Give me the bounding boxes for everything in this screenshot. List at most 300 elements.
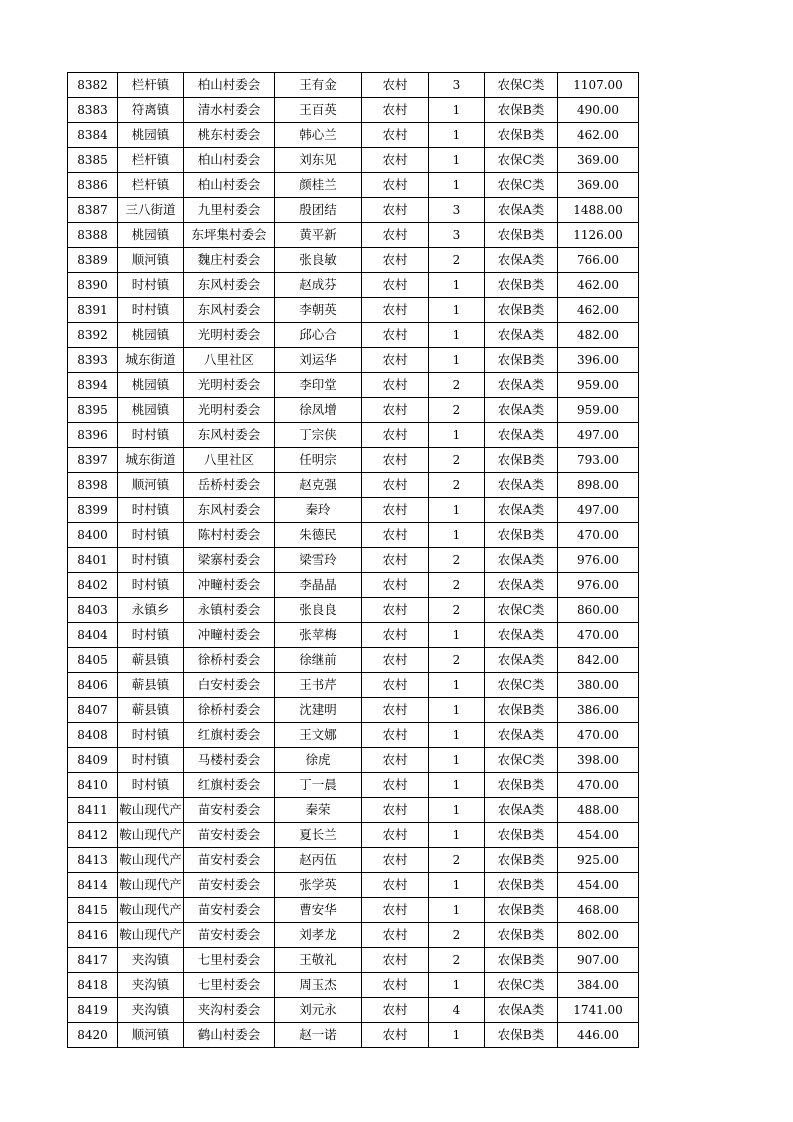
insurance-category-cell: 农保C类 [485,673,558,698]
household-type-cell: 农村 [362,348,429,373]
table-row [68,923,639,948]
amount-cell: 793.00 [558,448,639,473]
household-type-cell: 农村 [362,723,429,748]
record-id-cell: 8412 [68,823,118,848]
member-count-cell: 1 [429,1023,485,1048]
insurance-category-cell: 农保A类 [485,198,558,223]
member-count-cell: 1 [429,148,485,173]
household-type-cell: 农村 [362,623,429,648]
record-id-cell: 8392 [68,323,118,348]
town-cell: 时村镇 [118,548,184,573]
insurance-category-cell: 农保A类 [485,423,558,448]
village-cell: 岳桥村委会 [184,473,275,498]
amount-cell: 398.00 [558,748,639,773]
insurance-category-cell: 农保C类 [485,73,558,98]
village-cell: 七里村委会 [184,948,275,973]
record-id-cell: 8406 [68,673,118,698]
amount-cell: 380.00 [558,673,639,698]
table-row [68,348,639,373]
table-row [68,398,639,423]
person-name-cell: 张良敏 [275,248,362,273]
person-name-cell: 王敬礼 [275,948,362,973]
record-id-cell: 8383 [68,98,118,123]
member-count-cell: 2 [429,648,485,673]
table-row [68,723,639,748]
household-type-cell: 农村 [362,73,429,98]
town-cell: 时村镇 [118,498,184,523]
record-id-cell: 8420 [68,1023,118,1048]
household-type-cell: 农村 [362,548,429,573]
amount-cell: 802.00 [558,923,639,948]
amount-cell: 470.00 [558,623,639,648]
town-cell: 夹沟镇 [118,998,184,1023]
household-type-cell: 农村 [362,523,429,548]
household-type-cell: 农村 [362,673,429,698]
insurance-category-cell: 农保B类 [485,523,558,548]
town-cell: 永镇乡 [118,598,184,623]
insurance-category-cell: 农保B类 [485,698,558,723]
table-row [68,648,639,673]
household-type-cell: 农村 [362,223,429,248]
table-row [68,673,639,698]
insurance-category-cell: 农保C类 [485,748,558,773]
record-id-cell: 8396 [68,423,118,448]
insurance-category-cell: 农保A类 [485,323,558,348]
insurance-category-cell: 农保B类 [485,1023,558,1048]
person-name-cell: 徐继前 [275,648,362,673]
household-type-cell: 农村 [362,923,429,948]
village-cell: 九里村委会 [184,198,275,223]
table-row [68,248,639,273]
amount-cell: 490.00 [558,98,639,123]
household-type-cell: 农村 [362,973,429,998]
town-cell: 桃园镇 [118,398,184,423]
member-count-cell: 1 [429,873,485,898]
member-count-cell: 2 [429,548,485,573]
person-name-cell: 韩心兰 [275,123,362,148]
table-row [68,973,639,998]
member-count-cell: 1 [429,823,485,848]
person-name-cell: 刘运华 [275,348,362,373]
insurance-category-cell: 农保A类 [485,473,558,498]
member-count-cell: 2 [429,248,485,273]
village-cell: 东风村委会 [184,423,275,448]
record-id-cell: 8403 [68,598,118,623]
insurance-category-cell: 农保B类 [485,298,558,323]
table-row [68,898,639,923]
amount-cell: 488.00 [558,798,639,823]
amount-cell: 925.00 [558,848,639,873]
table-row [68,523,639,548]
record-id-cell: 8417 [68,948,118,973]
member-count-cell: 3 [429,198,485,223]
village-cell: 徐桥村委会 [184,698,275,723]
table-row [68,798,639,823]
village-cell: 苗安村委会 [184,923,275,948]
village-cell: 柏山村委会 [184,148,275,173]
member-count-cell: 1 [429,173,485,198]
person-name-cell: 王书芹 [275,673,362,698]
record-id-cell: 8419 [68,998,118,1023]
village-cell: 白安村委会 [184,673,275,698]
amount-cell: 1488.00 [558,198,639,223]
table-row [68,698,639,723]
insurance-category-cell: 农保A类 [485,398,558,423]
record-id-cell: 8388 [68,223,118,248]
person-name-cell: 黄平新 [275,223,362,248]
amount-cell: 1741.00 [558,998,639,1023]
household-type-cell: 农村 [362,773,429,798]
record-id-cell: 8394 [68,373,118,398]
amount-cell: 959.00 [558,373,639,398]
village-cell: 八里社区 [184,448,275,473]
village-cell: 红旗村委会 [184,723,275,748]
household-type-cell: 农村 [362,823,429,848]
table-row [68,373,639,398]
person-name-cell: 王百英 [275,98,362,123]
record-id-cell: 8382 [68,73,118,98]
record-id-cell: 8401 [68,548,118,573]
member-count-cell: 1 [429,698,485,723]
town-cell: 时村镇 [118,298,184,323]
household-type-cell: 农村 [362,498,429,523]
village-cell: 红旗村委会 [184,773,275,798]
town-cell: 鞍山现代产 [118,923,184,948]
town-cell: 时村镇 [118,723,184,748]
person-name-cell: 李晶晶 [275,573,362,598]
household-type-cell: 农村 [362,248,429,273]
person-name-cell: 丁宗侠 [275,423,362,448]
household-type-cell: 农村 [362,898,429,923]
person-name-cell: 夏长兰 [275,823,362,848]
table-row [68,473,639,498]
table-row [68,598,639,623]
household-type-cell: 农村 [362,748,429,773]
insurance-category-cell: 农保B类 [485,898,558,923]
town-cell: 蕲县镇 [118,648,184,673]
record-id-cell: 8415 [68,898,118,923]
amount-cell: 462.00 [558,298,639,323]
insurance-category-cell: 农保A类 [485,548,558,573]
insurance-category-cell: 农保A类 [485,998,558,1023]
amount-cell: 454.00 [558,823,639,848]
table-row [68,273,639,298]
member-count-cell: 1 [429,498,485,523]
household-type-cell: 农村 [362,573,429,598]
village-cell: 梁寨村委会 [184,548,275,573]
table-row [68,173,639,198]
person-name-cell: 赵一诺 [275,1023,362,1048]
record-id-cell: 8389 [68,248,118,273]
insurance-category-cell: 农保C类 [485,973,558,998]
insurance-category-cell: 农保B类 [485,873,558,898]
household-type-cell: 农村 [362,323,429,348]
town-cell: 蕲县镇 [118,698,184,723]
village-cell: 苗安村委会 [184,898,275,923]
table-row [68,1023,639,1048]
town-cell: 夹沟镇 [118,973,184,998]
town-cell: 桃园镇 [118,323,184,348]
village-cell: 苗安村委会 [184,873,275,898]
record-id-cell: 8418 [68,973,118,998]
insurance-category-cell: 农保A类 [485,248,558,273]
person-name-cell: 徐凤增 [275,398,362,423]
member-count-cell: 3 [429,223,485,248]
village-cell: 柏山村委会 [184,173,275,198]
village-cell: 光明村委会 [184,373,275,398]
amount-cell: 1126.00 [558,223,639,248]
person-name-cell: 沈建明 [275,698,362,723]
person-name-cell: 刘孝龙 [275,923,362,948]
person-name-cell: 任明宗 [275,448,362,473]
person-name-cell: 赵丙伍 [275,848,362,873]
person-name-cell: 周玉杰 [275,973,362,998]
amount-cell: 470.00 [558,723,639,748]
member-count-cell: 1 [429,898,485,923]
record-id-cell: 8391 [68,298,118,323]
insurance-category-cell: 农保B类 [485,823,558,848]
table-row [68,823,639,848]
amount-cell: 482.00 [558,323,639,348]
amount-cell: 898.00 [558,473,639,498]
insurance-category-cell: 农保A类 [485,373,558,398]
amount-cell: 462.00 [558,123,639,148]
insurance-category-cell: 农保C类 [485,148,558,173]
record-id-cell: 8416 [68,923,118,948]
person-name-cell: 曹安华 [275,898,362,923]
household-type-cell: 农村 [362,873,429,898]
insurance-category-cell: 农保B类 [485,848,558,873]
person-name-cell: 赵克强 [275,473,362,498]
insurance-category-cell: 农保B类 [485,948,558,973]
member-count-cell: 2 [429,573,485,598]
member-count-cell: 1 [429,748,485,773]
town-cell: 鞍山现代产 [118,823,184,848]
amount-cell: 497.00 [558,423,639,448]
amount-cell: 907.00 [558,948,639,973]
village-cell: 魏庄村委会 [184,248,275,273]
record-id-cell: 8398 [68,473,118,498]
member-count-cell: 2 [429,373,485,398]
member-count-cell: 1 [429,273,485,298]
table-row [68,323,639,348]
member-count-cell: 2 [429,848,485,873]
table-row [68,773,639,798]
table-row [68,198,639,223]
amount-cell: 1107.00 [558,73,639,98]
village-cell: 永镇村委会 [184,598,275,623]
household-type-cell: 农村 [362,123,429,148]
village-cell: 柏山村委会 [184,73,275,98]
insurance-category-cell: 农保A类 [485,723,558,748]
town-cell: 时村镇 [118,273,184,298]
amount-cell: 386.00 [558,698,639,723]
village-cell: 冲疃村委会 [184,573,275,598]
member-count-cell: 1 [429,973,485,998]
table-row [68,748,639,773]
record-id-cell: 8399 [68,498,118,523]
insurance-category-cell: 农保B类 [485,98,558,123]
record-id-cell: 8407 [68,698,118,723]
member-count-cell: 1 [429,423,485,448]
household-type-cell: 农村 [362,148,429,173]
insurance-category-cell: 农保B类 [485,223,558,248]
person-name-cell: 颜桂兰 [275,173,362,198]
amount-cell: 369.00 [558,148,639,173]
insurance-category-cell: 农保B类 [485,448,558,473]
amount-cell: 959.00 [558,398,639,423]
village-cell: 徐桥村委会 [184,648,275,673]
record-id-cell: 8393 [68,348,118,373]
member-count-cell: 1 [429,98,485,123]
member-count-cell: 2 [429,448,485,473]
record-id-cell: 8384 [68,123,118,148]
village-cell: 苗安村委会 [184,798,275,823]
amount-cell: 446.00 [558,1023,639,1048]
village-cell: 光明村委会 [184,323,275,348]
record-id-cell: 8405 [68,648,118,673]
amount-cell: 497.00 [558,498,639,523]
person-name-cell: 殷团结 [275,198,362,223]
table-row [68,448,639,473]
household-type-cell: 农村 [362,273,429,298]
village-cell: 夹沟村委会 [184,998,275,1023]
insurance-category-cell: 农保B类 [485,273,558,298]
town-cell: 夹沟镇 [118,948,184,973]
member-count-cell: 2 [429,473,485,498]
town-cell: 时村镇 [118,748,184,773]
village-cell: 苗安村委会 [184,848,275,873]
household-type-cell: 农村 [362,598,429,623]
person-name-cell: 丁一晨 [275,773,362,798]
record-id-cell: 8397 [68,448,118,473]
table-row [68,98,639,123]
town-cell: 城东街道 [118,348,184,373]
town-cell: 城东街道 [118,448,184,473]
village-cell: 东风村委会 [184,298,275,323]
records-table-body [68,73,639,1048]
insurance-category-cell: 农保B类 [485,123,558,148]
town-cell: 鞍山现代产 [118,873,184,898]
table-row [68,848,639,873]
member-count-cell: 1 [429,773,485,798]
record-id-cell: 8413 [68,848,118,873]
table-row [68,548,639,573]
table-row [68,623,639,648]
member-count-cell: 1 [429,723,485,748]
member-count-cell: 4 [429,998,485,1023]
record-id-cell: 8404 [68,623,118,648]
member-count-cell: 1 [429,348,485,373]
person-name-cell: 赵成芬 [275,273,362,298]
household-type-cell: 农村 [362,373,429,398]
person-name-cell: 张良良 [275,598,362,623]
village-cell: 苗安村委会 [184,823,275,848]
member-count-cell: 3 [429,73,485,98]
person-name-cell: 李印堂 [275,373,362,398]
amount-cell: 384.00 [558,973,639,998]
insurance-category-cell: 农保C类 [485,598,558,623]
town-cell: 桃园镇 [118,123,184,148]
table-row [68,423,639,448]
record-id-cell: 8409 [68,748,118,773]
record-id-cell: 8390 [68,273,118,298]
household-type-cell: 农村 [362,473,429,498]
table-row [68,148,639,173]
person-name-cell: 王有金 [275,73,362,98]
household-type-cell: 农村 [362,1023,429,1048]
town-cell: 时村镇 [118,573,184,598]
member-count-cell: 1 [429,123,485,148]
village-cell: 光明村委会 [184,398,275,423]
town-cell: 桃园镇 [118,373,184,398]
member-count-cell: 2 [429,598,485,623]
town-cell: 时村镇 [118,623,184,648]
member-count-cell: 1 [429,523,485,548]
member-count-cell: 2 [429,948,485,973]
record-id-cell: 8408 [68,723,118,748]
insurance-category-cell: 农保B类 [485,773,558,798]
member-count-cell: 2 [429,398,485,423]
amount-cell: 462.00 [558,273,639,298]
household-type-cell: 农村 [362,798,429,823]
village-cell: 七里村委会 [184,973,275,998]
insurance-category-cell: 农保A类 [485,498,558,523]
table-row [68,948,639,973]
village-cell: 东风村委会 [184,498,275,523]
town-cell: 顺河镇 [118,248,184,273]
records-table [67,72,639,1048]
table-row [68,73,639,98]
insurance-category-cell: 农保B类 [485,348,558,373]
village-cell: 陈村村委会 [184,523,275,548]
household-type-cell: 农村 [362,173,429,198]
household-type-cell: 农村 [362,948,429,973]
record-id-cell: 8410 [68,773,118,798]
town-cell: 鞍山现代产 [118,898,184,923]
amount-cell: 454.00 [558,873,639,898]
village-cell: 桃东村委会 [184,123,275,148]
table-row [68,873,639,898]
member-count-cell: 1 [429,323,485,348]
village-cell: 鹤山村委会 [184,1023,275,1048]
household-type-cell: 农村 [362,448,429,473]
record-id-cell: 8400 [68,523,118,548]
town-cell: 时村镇 [118,423,184,448]
table-row [68,573,639,598]
insurance-category-cell: 农保A类 [485,623,558,648]
person-name-cell: 秦玲 [275,498,362,523]
table-row [68,498,639,523]
village-cell: 东坪集村委会 [184,223,275,248]
record-id-cell: 8385 [68,148,118,173]
insurance-category-cell: 农保A类 [485,798,558,823]
town-cell: 桃园镇 [118,223,184,248]
table-row [68,223,639,248]
member-count-cell: 1 [429,798,485,823]
person-name-cell: 梁雪玲 [275,548,362,573]
table-row [68,298,639,323]
person-name-cell: 张学英 [275,873,362,898]
amount-cell: 369.00 [558,173,639,198]
household-type-cell: 农村 [362,848,429,873]
town-cell: 栏杆镇 [118,73,184,98]
person-name-cell: 刘东见 [275,148,362,173]
person-name-cell: 秦荣 [275,798,362,823]
insurance-category-cell: 农保A类 [485,573,558,598]
household-type-cell: 农村 [362,98,429,123]
town-cell: 顺河镇 [118,1023,184,1048]
